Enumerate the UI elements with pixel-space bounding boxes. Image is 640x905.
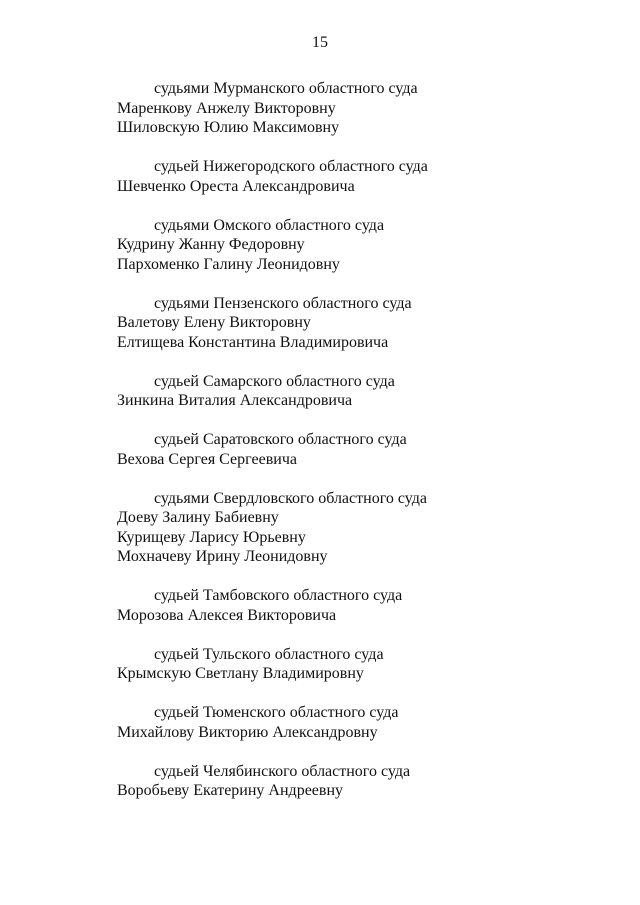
judge-name: Валетову Елену Викторовну [117, 314, 311, 331]
court-block-tula [117, 645, 597, 684]
judge-name: Елтищева Константина Владимировича [117, 333, 389, 351]
judge-name: Мохначеву Ирину Леонидовну [117, 548, 328, 565]
court-block-tambov [117, 586, 597, 625]
court-block-murmansk [117, 79, 597, 138]
judge-name: Вехова Сергея Сергеевича [117, 450, 297, 468]
judge-name: Крымскую Светлану Владимировну [117, 665, 364, 682]
judge-name: Воробьеву Екатерину Андреевну [117, 782, 344, 799]
court-block-chelyabinsk [117, 762, 597, 801]
judge-name: Кудрину Жанну Федоровну [117, 236, 305, 253]
court-heading: судьями Свердловского областного суда [154, 489, 427, 507]
court-block-sverdlovsk [117, 489, 597, 567]
judge-name: Доеву Залину Бабиевну [117, 509, 279, 526]
court-block-saratov [117, 430, 597, 469]
judge-name: Шиловскую Юлию Максимовну [117, 119, 340, 136]
court-heading: судьями Мурманского областного суда [154, 80, 418, 97]
judge-name: Михайлову Викторию Александровну [117, 723, 378, 741]
judge-name: Зинкина Виталия Александровича [117, 392, 353, 409]
judge-name: Пархоменко Галину Леонидовну [117, 255, 340, 273]
court-block-tyumen [117, 703, 597, 742]
page-number: 15 [312, 34, 328, 51]
court-heading: судьей Тульского областного суда [154, 645, 384, 663]
court-heading: судьями Омского областного суда [154, 216, 385, 234]
court-heading: судьей Саратовского областного суда [154, 431, 407, 448]
court-block-omsk [117, 216, 597, 275]
appointment-list [117, 79, 597, 820]
judge-name: Морозова Алексея Викторовича [117, 606, 337, 624]
judge-name: Шевченко Ореста Александровича [117, 177, 355, 195]
court-heading: судьей Тамбовского областного суда [154, 587, 403, 604]
court-heading: судьями Пензенского областного суда [154, 294, 412, 312]
judge-name: Маренкову Анжелу Викторовну [117, 99, 336, 117]
court-heading: судьей Челябинского областного суда [154, 762, 411, 780]
court-heading: судьей Тюменского областного суда [154, 704, 399, 721]
judge-name: Курищеву Ларису Юрьевну [117, 528, 306, 546]
court-block-penza [117, 294, 597, 353]
court-heading: судьей Нижегородского областного суда [154, 158, 428, 175]
court-block-samara [117, 372, 597, 411]
court-heading: судьей Самарского областного суда [154, 372, 395, 390]
court-block-nizhny-novgorod [117, 157, 597, 196]
